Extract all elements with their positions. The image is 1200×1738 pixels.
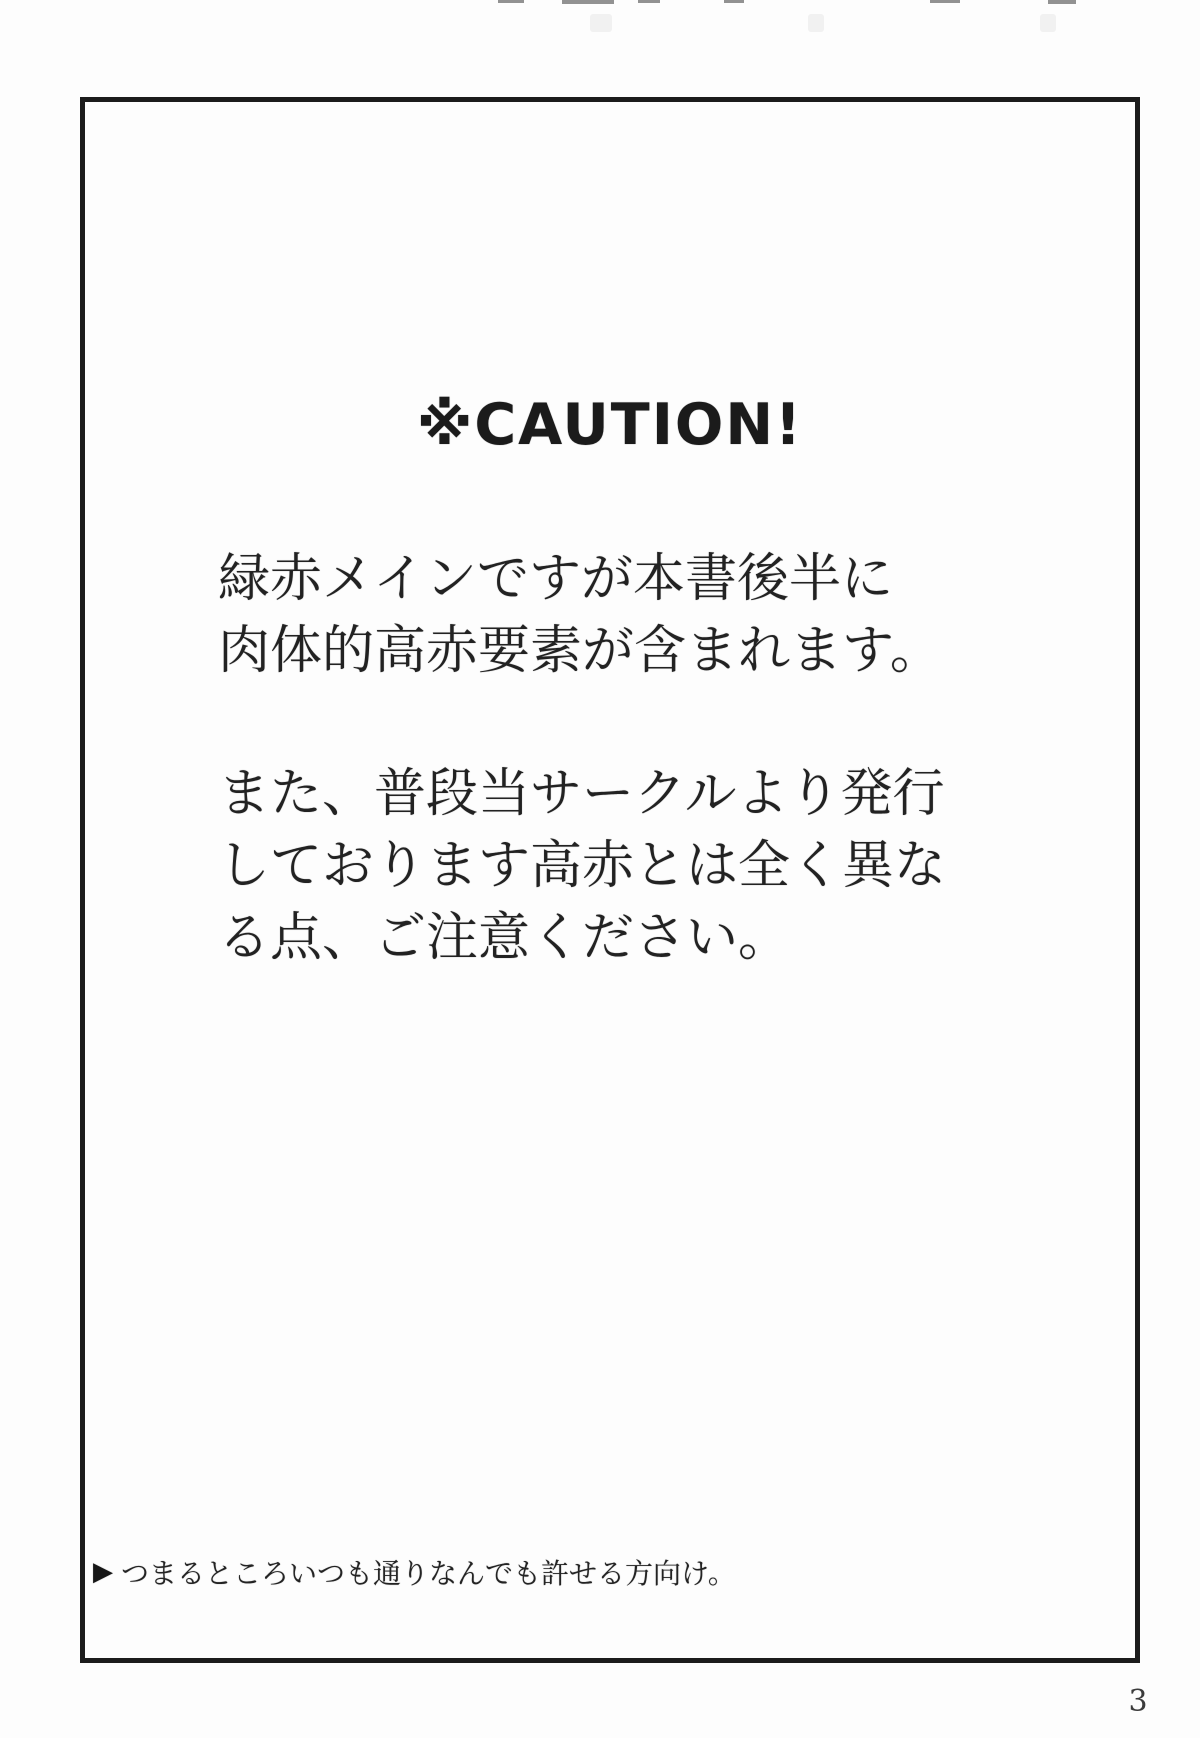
- paragraph-line: また、普段当サークルより発行: [218, 764, 945, 824]
- triangle-marker-icon: ▶: [93, 1557, 113, 1587]
- page-number: 3: [1128, 1684, 1148, 1719]
- scan-smudge: [1040, 14, 1056, 32]
- paragraph-line: しております高赤とは全く異な: [218, 836, 947, 896]
- scan-smudge: [808, 14, 824, 32]
- scan-artifact: [498, 0, 524, 3]
- scan-artifact: [930, 0, 960, 3]
- footnote: [93, 1552, 736, 1592]
- paragraph-line: る点、ご注意ください。: [218, 908, 791, 968]
- scan-smudge: [590, 14, 612, 32]
- caution-heading: ※CAUTION!: [416, 392, 804, 458]
- notice-paragraph-2: [218, 758, 946, 974]
- scan-artifact: [638, 0, 660, 3]
- scan-artifact: [1048, 0, 1076, 4]
- scan-artifact: [562, 0, 614, 4]
- paragraph-line: 肉体的高赤要素が含まれます。: [218, 621, 942, 681]
- notice-paragraph-1: [218, 543, 942, 687]
- paragraph-line: 緑赤メインですが本書後半に: [218, 549, 893, 609]
- footnote-text: つまるところいつも通りなんでも許せる方向け。: [121, 1557, 736, 1590]
- scan-artifact: [724, 0, 744, 3]
